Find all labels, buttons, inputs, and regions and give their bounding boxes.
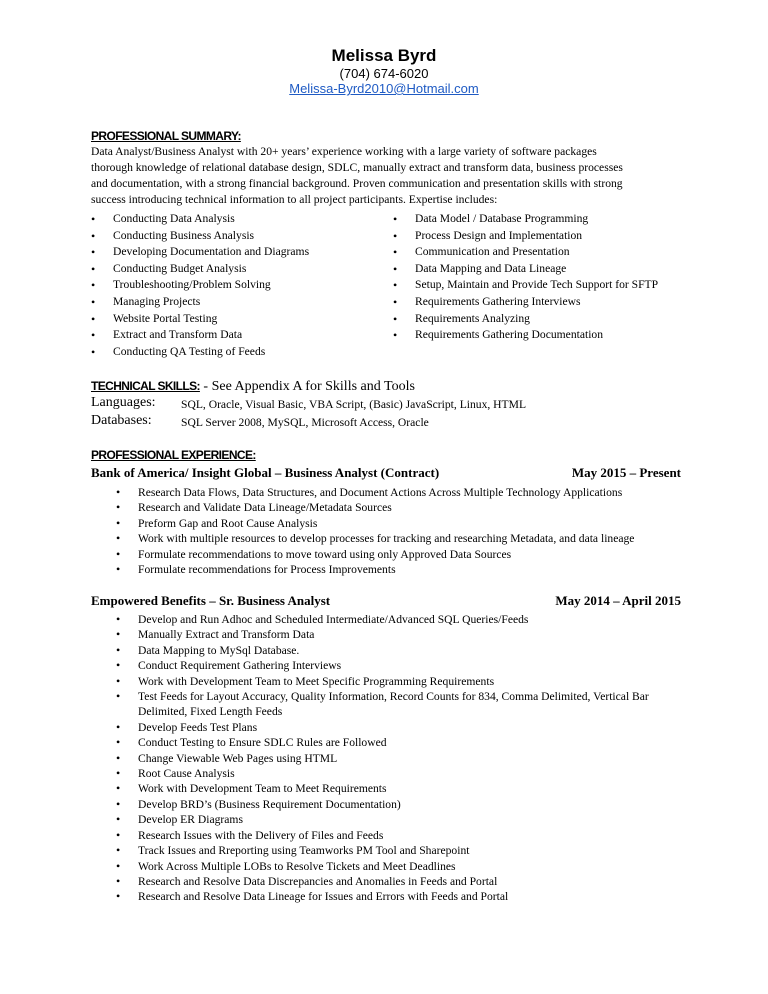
list-item: • Research Data Flows, Data Structures, and Document Actions Across Multiple Technology Applications	[112, 485, 692, 500]
list-item: • Data Mapping to MySql Database.	[112, 643, 692, 658]
list-item: • Manually Extract and Transform Data	[112, 627, 692, 642]
list-item: • Developing Documentation and Diagrams	[91, 244, 371, 261]
list-item: • Data Model / Database Programming	[393, 211, 663, 228]
list-item: • Requirements Gathering Documentation	[393, 327, 663, 344]
languages-value: SQL, Oracle, Visual Basic, VBA Script, (Basic) JavaScript, Linux, HTML	[181, 398, 527, 411]
experience-heading: PROFESSIONAL EXPERIENCE:	[91, 448, 256, 462]
job-header	[91, 593, 681, 609]
languages-row	[91, 395, 527, 411]
list-item: • Work with Development Team to Meet Specific Programming Requirements	[112, 674, 692, 689]
list-item: • Requirements Analyzing	[393, 311, 663, 328]
list-item: • Managing Projects	[91, 294, 371, 311]
list-item: • Preform Gap and Root Cause Analysis	[112, 516, 692, 531]
technical-note: - See Appendix A for Skills and Tools	[199, 379, 415, 394]
list-item: • Conduct Testing to Ensure SDLC Rules are Followed	[112, 735, 692, 750]
list-item: • Troubleshooting/Problem Solving	[91, 277, 371, 294]
list-item: • Work Across Multiple LOBs to Resolve Tickets and Meet Deadlines	[112, 859, 692, 874]
languages-label: Languages:	[91, 395, 156, 410]
list-item: • Develop and Run Adhoc and Scheduled Intermediate/Advanced SQL Queries/Feeds	[112, 612, 692, 627]
list-item: • Formulate recommendations to move toward using only Approved Data Sources	[112, 547, 692, 562]
list-item: • Conducting QA Testing of Feeds	[91, 344, 371, 361]
list-item: • Extract and Transform Data	[91, 327, 371, 344]
list-item: • Website Portal Testing	[91, 311, 371, 328]
list-item: • Track Issues and Rreporting using Teamworks PM Tool and Sharepoint	[112, 843, 692, 858]
list-item: • Requirements Gathering Interviews	[393, 294, 663, 311]
databases-label: Databases:	[91, 413, 152, 428]
list-item: • Work with Development Team to Meet Requirements	[112, 781, 692, 796]
databases-row	[91, 413, 429, 429]
list-item: • Research Issues with the Delivery of Files and Feeds	[112, 828, 692, 843]
summary-line: success introducing technical information to all project participants. Expertise includes:	[91, 193, 498, 206]
technical-heading: TECHNICAL SKILLS:	[91, 379, 200, 393]
list-item: • Change Viewable Web Pages using HTML	[112, 751, 692, 766]
list-item: • Work with multiple resources to develop processes for tracking and researching Metadata, and data lineage	[112, 531, 692, 546]
expertise-list-left	[91, 211, 371, 360]
expertise-list-right	[393, 211, 663, 344]
job-dates: May 2015 – Present	[571, 465, 681, 480]
list-item: • Conducting Budget Analysis	[91, 261, 371, 278]
list-item: • Conducting Business Analysis	[91, 228, 371, 245]
summary-line: and documentation, with a strong financial background. Proven communication and presentation skills with strong	[91, 177, 623, 190]
databases-value: SQL Server 2008, MySQL, Microsoft Access, Oracle	[181, 416, 429, 429]
list-item: • Research and Resolve Data Discrepancies and Anomalies in Feeds and Portal	[112, 874, 692, 889]
job-bullets	[112, 485, 692, 577]
phone-number: (704) 674-6020	[339, 66, 429, 81]
job-bullets	[112, 612, 692, 905]
list-item: • Setup, Maintain and Provide Tech Support for SFTP	[393, 277, 663, 294]
list-item: • Develop Feeds Test Plans	[112, 720, 692, 735]
summary-text	[91, 144, 681, 208]
job-header	[91, 465, 681, 481]
job-dates: May 2014 – April 2015	[555, 593, 681, 608]
job-title: Empowered Benefits – Sr. Business Analyst	[91, 593, 331, 608]
summary-line: Data Analyst/Business Analyst with 20+ years’ experience working with a large variety of software packages	[91, 145, 597, 158]
list-item: • Conducting Data Analysis	[91, 211, 371, 228]
job-title: Bank of America/ Insight Global – Business Analyst (Contract)	[91, 465, 440, 480]
list-item: • Develop BRD’s (Business Requirement Documentation)	[112, 797, 692, 812]
summary-line: thorough knowledge of relational database design, SDLC, manually extract and transform data, business processes	[91, 161, 623, 174]
list-item: • Data Mapping and Data Lineage	[393, 261, 663, 278]
email-link[interactable]: Melissa-Byrd2010@Hotmail.com	[289, 81, 479, 96]
list-item: • Process Design and Implementation	[393, 228, 663, 245]
list-item: • Research and Resolve Data Lineage for Issues and Errors with Feeds and Portal	[112, 889, 692, 904]
candidate-name: Melissa Byrd	[331, 46, 437, 65]
technical-skills-header	[91, 377, 415, 395]
list-item: • Research and Validate Data Lineage/Metadata Sources	[112, 500, 692, 515]
list-item: • Communication and Presentation	[393, 244, 663, 261]
list-item: • Test Feeds for Layout Accuracy, Quality Information, Record Counts for 834, Comma Delimited, Vertical Bar Delimited, Fixed Length Feeds	[112, 689, 692, 720]
summary-heading: PROFESSIONAL SUMMARY:	[91, 129, 241, 143]
list-item: • Formulate recommendations for Process Improvements	[112, 562, 692, 577]
list-item: • Develop ER Diagrams	[112, 812, 692, 827]
list-item: • Root Cause Analysis	[112, 766, 692, 781]
list-item: • Conduct Requirement Gathering Interviews	[112, 658, 692, 673]
